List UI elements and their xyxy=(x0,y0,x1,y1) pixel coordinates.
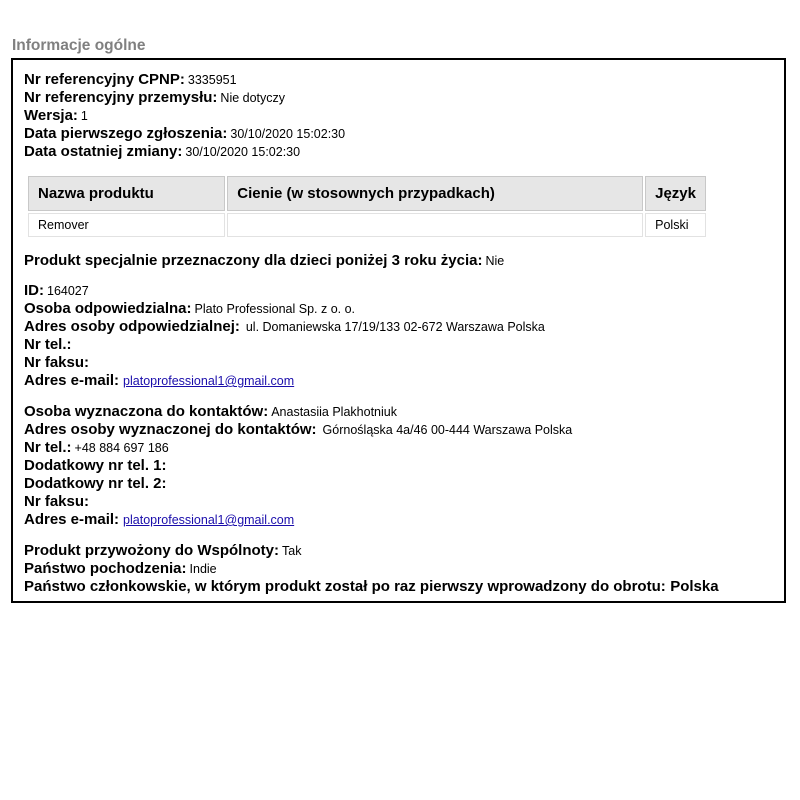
product-table-header xyxy=(28,176,706,211)
id-row xyxy=(24,282,89,300)
imported-row xyxy=(24,542,301,560)
header-language: Język xyxy=(645,176,706,211)
contact-address-value: Górnośląska 4a/46 00-444 Warszawa Polska xyxy=(322,423,573,437)
first-submission-value: 30/10/2020 15:02:30 xyxy=(230,127,346,141)
imported-label: Produkt przywożony do Wspólnoty: xyxy=(24,542,279,559)
cell-language: Polski xyxy=(645,213,706,237)
version-value: 1 xyxy=(80,109,88,123)
responsible-address-label: Adres osoby odpowiedzialnej: xyxy=(24,318,240,335)
version-label: Wersja: xyxy=(24,107,78,124)
contact-address-label: Adres osoby wyznaczonej do kontaktów: xyxy=(24,421,317,438)
responsible-person-label: Osoba odpowiedzialna: xyxy=(24,300,192,317)
responsible-email-row xyxy=(24,372,294,390)
responsible-email-label: Adres e-mail: xyxy=(24,372,120,389)
responsible-fax-row xyxy=(24,354,89,371)
extra-phone2-label: Dodatkowy nr tel. 2: xyxy=(24,475,167,492)
last-change-value: 30/10/2020 15:02:30 xyxy=(185,145,301,159)
origin-row xyxy=(24,560,217,578)
cpnp-row xyxy=(24,71,237,89)
responsible-email-link[interactable]: platoprofessional1@gmail.com xyxy=(123,374,295,388)
contact-phone-label: Nr tel.: xyxy=(24,439,72,456)
first-submission-row xyxy=(24,125,345,143)
cell-shades xyxy=(227,213,643,237)
industry-ref-row xyxy=(24,89,285,107)
last-change-label: Data ostatniej zmiany: xyxy=(24,143,183,160)
header-shades: Cienie (w stosownych przypadkach) xyxy=(227,176,643,211)
contact-email-row xyxy=(24,511,294,529)
responsible-person-value: Plato Professional Sp. z o. o. xyxy=(194,302,356,316)
last-change-row xyxy=(24,143,300,161)
contact-person-value: Anastasiia Plakhotniuk xyxy=(271,405,397,419)
origin-value: Indie xyxy=(189,562,217,576)
cpnp-value: 3335951 xyxy=(187,73,237,87)
id-label: ID: xyxy=(24,282,44,299)
contact-fax-label: Nr faksu: xyxy=(24,493,90,510)
contact-email-label: Adres e-mail: xyxy=(24,511,120,528)
header-product-name: Nazwa produktu xyxy=(28,176,225,211)
responsible-person-row xyxy=(24,300,355,318)
responsible-fax-label: Nr faksu: xyxy=(24,354,90,371)
contact-person-row xyxy=(24,403,397,421)
extra-phone1-row xyxy=(24,457,167,474)
responsible-address-value: ul. Domaniewska 17/19/133 02-672 Warszawa Polska xyxy=(245,320,545,334)
industry-ref-label: Nr referencyjny przemysłu: xyxy=(24,89,218,106)
table-row xyxy=(28,213,706,237)
children-value: Nie xyxy=(485,254,505,268)
responsible-phone-row xyxy=(24,336,72,353)
section-title: Informacje ogólne xyxy=(12,37,146,54)
cpnp-label: Nr referencyjny CPNP: xyxy=(24,71,185,88)
extra-phone1-label: Dodatkowy nr tel. 1: xyxy=(24,457,167,474)
first-submission-label: Data pierwszego zgłoszenia: xyxy=(24,125,228,142)
extra-phone2-row xyxy=(24,475,167,492)
product-table xyxy=(26,174,708,239)
member-state-label: Państwo członkowskie, w którym produkt został po raz pierwszy wprowadzony do obrotu: xyxy=(24,578,666,595)
contact-person-label: Osoba wyznaczona do kontaktów: xyxy=(24,403,269,420)
contact-phone-row xyxy=(24,439,169,457)
general-info-panel xyxy=(11,58,786,603)
children-row xyxy=(24,252,504,270)
version-row xyxy=(24,107,88,125)
contact-fax-row xyxy=(24,493,89,510)
contact-email-link[interactable]: platoprofessional1@gmail.com xyxy=(123,513,295,527)
contact-address-row xyxy=(24,421,572,439)
responsible-phone-label: Nr tel.: xyxy=(24,336,72,353)
children-label: Produkt specjalnie przeznaczony dla dzieci poniżej 3 roku życia: xyxy=(24,252,483,269)
cell-product-name: Remover xyxy=(28,213,225,237)
industry-ref-value: Nie dotyczy xyxy=(220,91,286,105)
imported-value: Tak xyxy=(282,544,302,558)
member-state-value: Polska xyxy=(670,578,719,595)
contact-phone-value: +48 884 697 186 xyxy=(74,441,169,455)
responsible-address-row xyxy=(24,318,545,336)
origin-label: Państwo pochodzenia: xyxy=(24,560,187,577)
member-state-row xyxy=(24,578,719,595)
id-value: 164027 xyxy=(47,284,89,298)
